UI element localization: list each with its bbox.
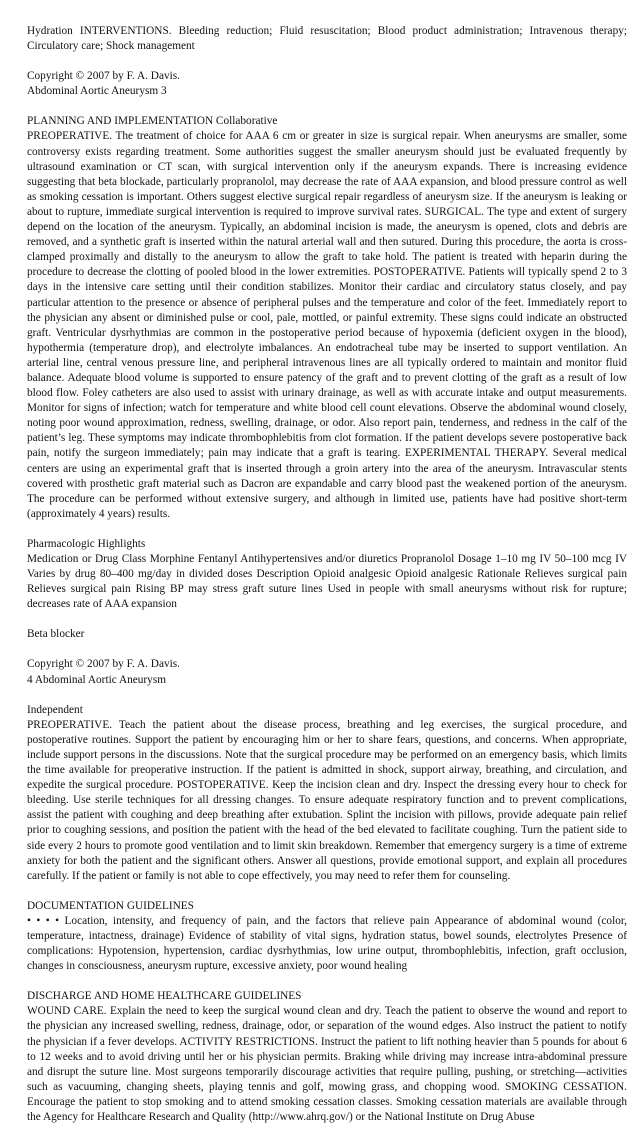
discharge-heading: DISCHARGE AND HOME HEALTHCARE GUIDELINES (27, 990, 302, 1003)
independent-body: PREOPERATIVE. Teach the patient about the disease process, breathing and leg exercises, the surgical procedure, and postoperative routines. Support the patient by encouraging him or her to share fears, questions, and concerns. When appropriate, include support persons in the discussions. Note that the surgical procedure may be performed on an emergency basis, which limits the time available for preoperative instruction. If the patient is admitted in shock, support airway, breathing, and circulation, and expedite the surgical procedure. POSTOPERATIVE. Keep the incision clean and dry. Inspect the dressing every hour to check for bleeding. Use sterile techniques for all dressing changes. To ensure adequate respiratory function and to prevent complications, assist the patient with coughing and deep breathing after extubation. Splint the incision with pillows, provide adequate pain relief prior to coughing sessions, and position the patient with the head of the bed elevated to facilitate coughing. Turn the patient side to side every 2 hours to promote good ventilation and to limit skin breakdown. Remember that emergency surgery is a time of extreme anxiety for both the patient and the significant others. Answer all questions, provide emotional support, and explain all procedures carefully. If the patient or family is not able to cope effectively, you may need to refer them for counseling. (27, 718, 627, 882)
documentation-heading: DOCUMENTATION GUIDELINES (27, 899, 194, 912)
pharmacologic-body: Medication or Drug Class Morphine Fentanyl Antihypertensives and/or diuretics Propranolol Dosage 1–10 mg IV 50–100 mcg IV Varies by drug 80–400 mg/day in divided doses Description Opioid analgesic Opioid analgesic Rationale Relieves surgical pain Relieves surgical pain Rising BP may stress graft suture lines Used in people with small aneurysms without risk for rupture; decreases rate of AAA expansion (27, 553, 627, 611)
copyright-block-page-3 (27, 69, 627, 99)
documentation-section (27, 899, 627, 974)
copyright-line: Copyright © 2007 by F. A. Davis. (27, 658, 180, 671)
discharge-section (27, 989, 627, 1125)
documentation-body: • • • • Location, intensity, and frequency of pain, and the factors that relieve pain Appearance of abdominal wound (color, temperature, intactness, drainage) Evidence of stability of vital signs, hydration status, bowel sounds, electrolytes Presence of complications: Hypotension, hypertension, cardiac dysrhythmias, low urine output, thrombophlebitis, infection, graft occlusion, changes in consciousness, aneurysm rupture, excessive anxiety, poor wound healing (27, 914, 627, 973)
discharge-body: WOUND CARE. Explain the need to keep the surgical wound clean and dry. Teach the patient to observe the wound and report to the physician any increased swelling, redness, drainage, odor, or separation of the wound edges. Also instruct the patient to notify the physician if a fever develops. ACTIVITY RESTRICTIONS. Instruct the patient to lift nothing heavier than 5 pounds for about 6 to 12 weeks and to avoid driving until her or his physician permits. Braking while driving may increase intra-abdominal pressure and disrupt the suture line. Most surgeons temporarily discourage activities that require pulling, pushing, or stretching—activities such as vacuuming, changing sheets, playing tennis and golf, mowing grass, and chopping wood. SMOKING CESSATION. Encourage the patient to stop smoking and to attend smoking cessation classes. Smoking cessation materials are available through the Agency for Healthcare Research and Quality (http://www.ahrq.gov/) or the National Institute on Drug Abuse (27, 1005, 627, 1123)
planning-heading: PLANNING AND IMPLEMENTATION Collaborative (27, 115, 278, 128)
pharmacologic-heading: Pharmacologic Highlights (27, 537, 146, 550)
document-page (27, 24, 627, 1140)
independent-section (27, 703, 627, 884)
beta-blocker-line: Beta blocker (27, 628, 85, 641)
page-header-3: Abdominal Aortic Aneurysm 3 (27, 85, 167, 98)
copyright-line: Copyright © 2007 by F. A. Davis. (27, 70, 180, 83)
pharmacologic-section (27, 537, 627, 612)
hydration-interventions-paragraph: Hydration INTERVENTIONS. Bleeding reduction; Fluid resuscitation; Blood product administration; Intravenous therapy; Circulatory care; Shock management (27, 25, 627, 53)
planning-section (27, 114, 627, 522)
independent-heading: Independent (27, 703, 83, 716)
copyright-block-page-4 (27, 657, 627, 687)
page-header-4: 4 Abdominal Aortic Aneurysm (27, 673, 167, 686)
planning-body: PREOPERATIVE. The treatment of choice for AAA 6 cm or greater in size is surgical repair. When aneurysms are smaller, some controversy exists regarding treatment. Some authorities suggest the smaller aneurysm should just be evaluated frequently by ultrasound examination or CT scan, with surgical intervention only if the aneurysm expands. There is increasing evidence suggesting that beta blockade, particularly propranolol, may decrease the rate of AAA expansion, and blood pressure control as well as smoking cessation is important. Others suggest elective surgical repair regardless of aneurysm size. If the aneurysm is leaking or about to rupture, immediate surgical intervention is required to improve survival rates. SURGICAL. The type and extent of surgery depend on the location of the aneurysm. Typically, an abdominal incision is made, the aneurysm is opened, clots and debris are removed, and a synthetic graft is inserted within the natural arterial wall and then sutured. During this procedure, the aorta is cross-clamped proximally and distally to the aneurysm to allow the graft to take hold. The patient is treated with heparin during the procedure to decrease the clotting of pooled blood in the lower extremities. POSTOPERATIVE. Patients will typically spend 2 to 3 days in the intensive care setting until their condition stabilizes. Monitor their cardiac and circulatory status closely, and pay particular attention to the presence or absence of peripheral pulses and the temperature and color of the feet. Immediately report to the physician any absent or diminished pulse or cool, pale, mottled, or painful extremity. These signs could indicate an obstructed graft. Ventricular dysrhythmias are common in the postoperative period because of hypoxemia (deficient oxygen in the blood), hypothermia (temperature drop), and electrolyte imbalances. An endotracheal tube may be inserted to support ventilation. An arterial line, central venous pressure line, and peripheral intravenous lines are all typically ordered to maintain and monitor fluid balance. Adequate blood volume is supported to ensure patency of the graft and to prevent clotting of the graft as a result of low blood flow. Foley catheters are also used to assist with urinary drainage, as well as with accurate intake and output measurements. Monitor for signs of infection; watch for temperature and white blood cell count elevations. Observe the abdominal wound closely, noting poor wound approximation, redness, swelling, drainage, or odor. Also report pain, tenderness, and redness in the calf of the patient’s leg. These symptoms may indicate thrombophlebitis from clot formation. If the patient develops severe postoperative back pain, notify the surgeon immediately; pain may indicate that a graft is tearing. EXPERIMENTAL THERAPY. Several medical centers are using an experimental graft that is inserted through a groin artery into the area of the aneurysm. Intravascular stents covered with prosthetic graft material such as Dacron are expandable and carry blood past the weakened portion of the aneurysm. The procedure can be performed without extensive surgery, and although in limited use, patients have had positive short-term (approximately 4 years) results. (27, 130, 627, 520)
